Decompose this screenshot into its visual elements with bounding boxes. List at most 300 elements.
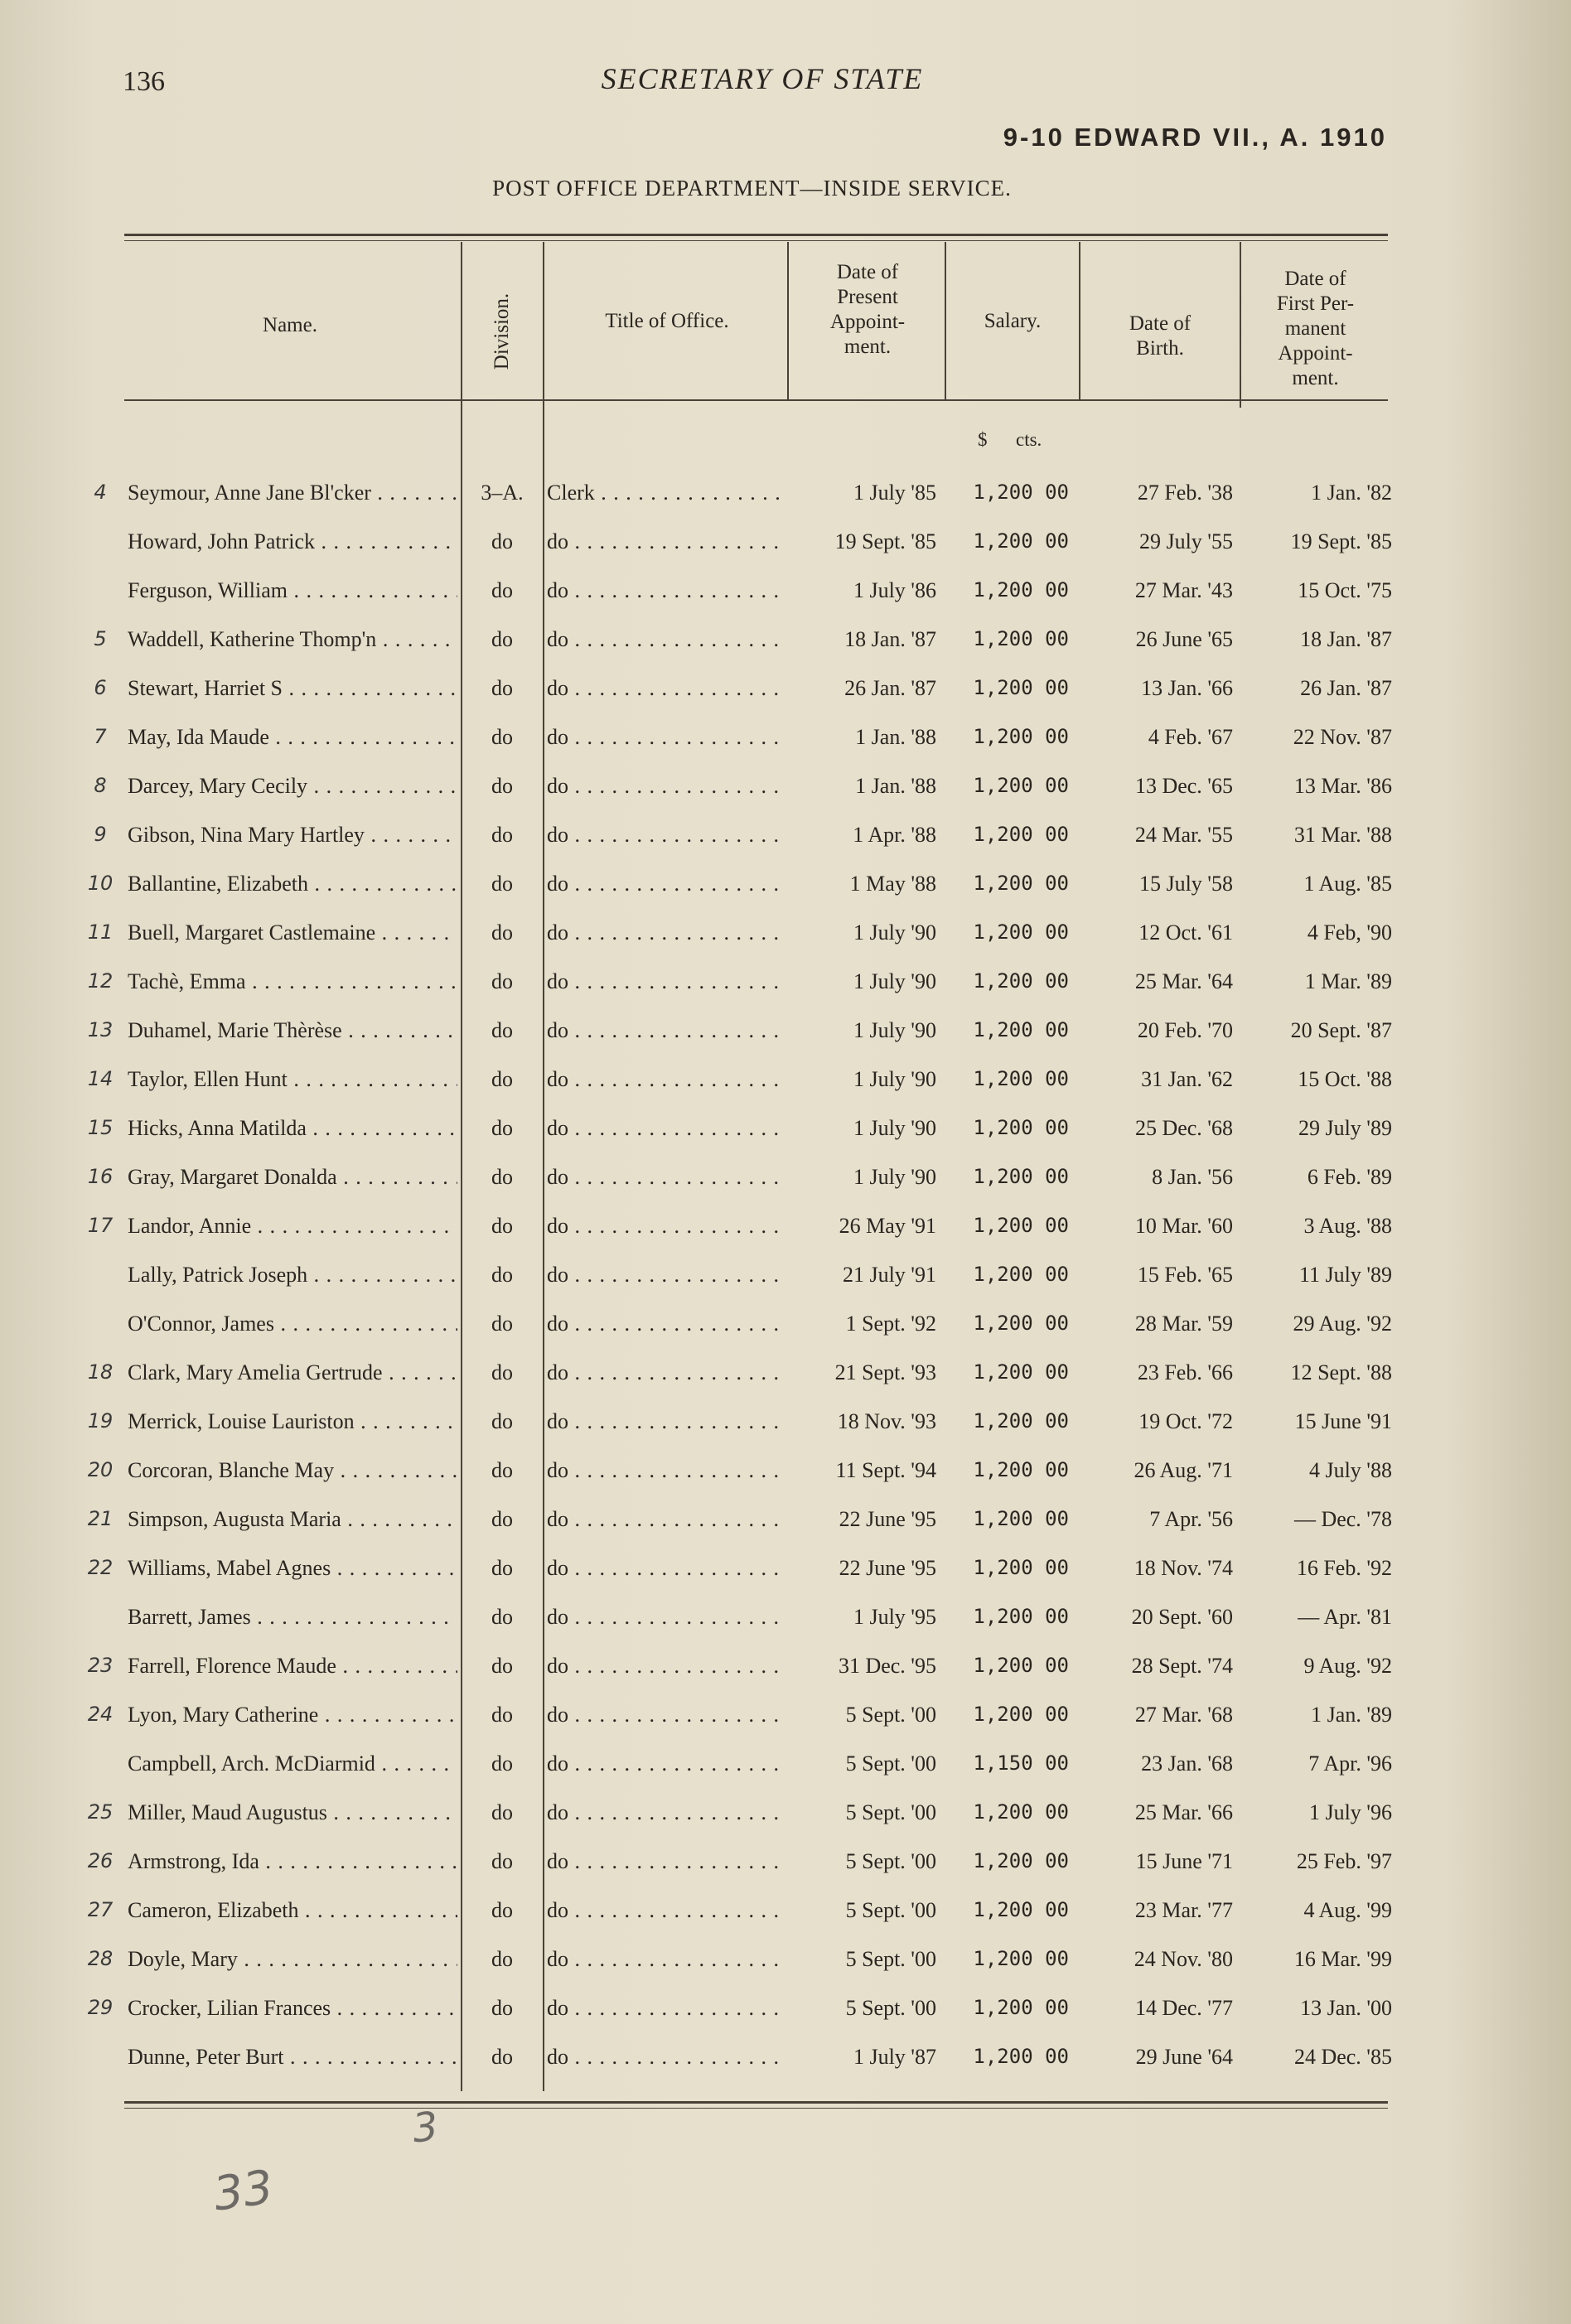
employee-name: Doyle, Mary . . . bbox=[128, 1947, 457, 1972]
birth-date: 14 Dec. '77 bbox=[1134, 1996, 1233, 2020]
employee-name: Farrell, Florence Maude . . . bbox=[128, 1654, 457, 1679]
row-number-note: 17 bbox=[87, 1214, 114, 1237]
present-appointment-date: 5 Sept. '00 bbox=[845, 1751, 936, 1776]
first-appointment-date: 1 Mar. '89 bbox=[1304, 969, 1392, 993]
row-number-note: 19 bbox=[87, 1409, 114, 1433]
present-appointment-date: 21 July '91 bbox=[842, 1263, 936, 1287]
division-cell: do bbox=[491, 1654, 513, 1678]
title-of-office: do . . . bbox=[547, 2045, 784, 2070]
header-division: Division. bbox=[491, 292, 513, 370]
salary-cell: 1,200 00 bbox=[973, 1849, 1069, 1872]
row-number-note: 28 bbox=[87, 1947, 114, 1970]
division-cell: do bbox=[491, 578, 513, 602]
first-appointment-date: 1 July '96 bbox=[1308, 1800, 1392, 1824]
birth-date: 4 Feb. '67 bbox=[1148, 725, 1233, 749]
table-title: POST OFFICE DEPARTMENT—INSIDE SERVICE. bbox=[492, 176, 1012, 201]
division-cell: do bbox=[491, 1605, 513, 1629]
title-of-office: do . . . bbox=[547, 969, 784, 994]
birth-date: 25 Mar. '66 bbox=[1134, 1800, 1233, 1824]
salary-cell: 1,200 00 bbox=[973, 872, 1069, 895]
first-appointment-date: — Dec. '78 bbox=[1293, 1507, 1392, 1531]
title-of-office: do . . . bbox=[547, 1556, 784, 1581]
title-of-office: do . . . bbox=[547, 1800, 784, 1825]
birth-date: 8 Jan. '56 bbox=[1152, 1165, 1233, 1189]
present-appointment-date: 1 July '90 bbox=[853, 1116, 936, 1140]
salary-cell: 1,200 00 bbox=[973, 1409, 1069, 1433]
first-appointment-date: 4 July '88 bbox=[1308, 1458, 1392, 1482]
pencil-note: 33 bbox=[210, 2160, 277, 2222]
header-name: Name. bbox=[263, 314, 317, 336]
row-number-note: 16 bbox=[87, 1165, 114, 1188]
present-appointment-date: 1 Jan. '88 bbox=[855, 725, 936, 749]
employee-name: Merrick, Louise Lauriston . . . bbox=[128, 1409, 457, 1434]
table-row bbox=[0, 1605, 1571, 1653]
division-cell: do bbox=[491, 676, 513, 700]
row-number-note: 27 bbox=[87, 1898, 114, 1921]
birth-date: 29 July '55 bbox=[1138, 529, 1233, 553]
first-appointment-date: 1 Aug. '85 bbox=[1303, 872, 1392, 896]
employee-name: Lally, Patrick Joseph . . . bbox=[128, 1263, 457, 1288]
row-number-note: 26 bbox=[87, 1849, 114, 1872]
title-of-office: do . . . bbox=[547, 1849, 784, 1874]
employee-name: Miller, Maud Augustus . . . bbox=[128, 1800, 457, 1825]
table-row bbox=[0, 578, 1571, 626]
table-row bbox=[0, 1116, 1571, 1164]
present-appointment-date: 1 July '86 bbox=[853, 578, 936, 602]
table-row bbox=[0, 529, 1571, 577]
year-line: 9-10 EDWARD VII., A. 1910 bbox=[1003, 123, 1387, 152]
table-row bbox=[0, 1751, 1571, 1800]
first-appointment-date: 15 Oct. '75 bbox=[1298, 578, 1392, 602]
division-cell: do bbox=[491, 1067, 513, 1091]
table-row bbox=[0, 1018, 1571, 1066]
employee-name: Gibson, Nina Mary Hartley . . . bbox=[128, 823, 457, 848]
first-appointment-date: 31 Mar. '88 bbox=[1293, 823, 1392, 847]
table-row bbox=[0, 1947, 1571, 1995]
first-appointment-date: 7 Apr. '96 bbox=[1308, 1751, 1392, 1776]
present-appointment-date: 1 July '85 bbox=[853, 481, 936, 505]
table-row bbox=[0, 1360, 1571, 1408]
division-cell: do bbox=[491, 1165, 513, 1189]
title-of-office: do . . . bbox=[547, 1996, 784, 2021]
first-appointment-date: 22 Nov. '87 bbox=[1293, 725, 1392, 749]
salary-cell: 1,200 00 bbox=[973, 481, 1069, 504]
present-appointment-date: 1 May '88 bbox=[849, 872, 936, 896]
title-of-office: do . . . bbox=[547, 578, 784, 603]
employee-name: Williams, Mabel Agnes . . . bbox=[128, 1556, 457, 1581]
first-appointment-date: 3 Aug. '88 bbox=[1303, 1214, 1392, 1238]
first-appointment-date: 9 Aug. '92 bbox=[1303, 1654, 1392, 1678]
table-row bbox=[0, 725, 1571, 773]
row-number-note: 8 bbox=[94, 774, 107, 797]
title-of-office: do . . . bbox=[547, 1409, 784, 1434]
running-head: SECRETARY OF STATE bbox=[601, 62, 924, 95]
present-appointment-date: 1 July '90 bbox=[853, 1067, 936, 1091]
title-of-office: do . . . bbox=[547, 1360, 784, 1385]
page-number: 136 bbox=[123, 66, 165, 97]
title-of-office: do . . . bbox=[547, 872, 784, 896]
employee-name: Simpson, Augusta Maria . . . bbox=[128, 1507, 457, 1532]
employee-name: Stewart, Harriet S . . . bbox=[128, 676, 457, 701]
present-appointment-date: 1 July '90 bbox=[853, 920, 936, 945]
employee-name: Darcey, Mary Cecily . . . bbox=[128, 774, 457, 799]
salary-cell: 1,200 00 bbox=[973, 1703, 1069, 1726]
salary-cell: 1,200 00 bbox=[973, 1654, 1069, 1677]
table-row bbox=[0, 2045, 1571, 2093]
col-sep bbox=[1079, 242, 1080, 399]
title-of-office: do . . . bbox=[547, 1263, 784, 1288]
employee-name: Taylor, Ellen Hunt . . . bbox=[128, 1067, 457, 1092]
present-appointment-date: 1 July '90 bbox=[853, 1165, 936, 1189]
table-row bbox=[0, 823, 1571, 871]
division-cell: do bbox=[491, 774, 513, 798]
table-row bbox=[0, 627, 1571, 675]
present-appointment-date: 21 Sept. '93 bbox=[834, 1360, 936, 1384]
salary-cell: 1,200 00 bbox=[973, 969, 1069, 993]
division-cell: do bbox=[491, 1507, 513, 1531]
col-sep bbox=[945, 242, 946, 399]
present-appointment-date: 19 Sept. '85 bbox=[834, 529, 936, 553]
title-of-office: do . . . bbox=[547, 1898, 784, 1923]
division-cell: do bbox=[491, 1409, 513, 1433]
first-appointment-date: 12 Sept. '88 bbox=[1290, 1360, 1392, 1384]
first-appointment-date: 13 Mar. '86 bbox=[1293, 774, 1392, 798]
birth-date: 27 Mar. '43 bbox=[1134, 578, 1233, 602]
birth-date: 12 Oct. '61 bbox=[1138, 920, 1233, 945]
row-number-note: 23 bbox=[87, 1654, 114, 1677]
employee-name: Dunne, Peter Burt . . . bbox=[128, 2045, 457, 2070]
title-of-office: do . . . bbox=[547, 1116, 784, 1141]
first-appointment-date: 20 Sept. '87 bbox=[1290, 1018, 1392, 1042]
division-cell: do bbox=[491, 1263, 513, 1287]
birth-date: 29 June '64 bbox=[1135, 2045, 1233, 2069]
first-appointment-date: 15 June '91 bbox=[1294, 1409, 1392, 1433]
first-appointment-date: 4 Aug. '99 bbox=[1303, 1898, 1392, 1922]
first-appointment-date: — Apr. '81 bbox=[1298, 1605, 1392, 1629]
title-of-office: do . . . bbox=[547, 1018, 784, 1043]
row-number-note: 18 bbox=[87, 1360, 114, 1384]
birth-date: 15 July '58 bbox=[1138, 872, 1233, 896]
salary-units: $ cts. bbox=[978, 429, 1042, 450]
salary-cell: 1,200 00 bbox=[973, 1800, 1069, 1824]
table-row bbox=[0, 1996, 1571, 2044]
row-number-note: 9 bbox=[94, 823, 107, 846]
col-sep bbox=[1240, 242, 1241, 408]
division-cell: do bbox=[491, 823, 513, 847]
birth-date: 18 Nov. '74 bbox=[1134, 1556, 1233, 1580]
row-number-note: 11 bbox=[87, 920, 114, 944]
salary-cell: 1,200 00 bbox=[973, 1458, 1069, 1481]
division-cell: do bbox=[491, 1703, 513, 1727]
title-of-office: do . . . bbox=[547, 676, 784, 701]
birth-date: 24 Nov. '80 bbox=[1134, 1947, 1233, 1971]
employee-name: Campbell, Arch. McDiarmid . . . bbox=[128, 1751, 457, 1776]
row-number-note: 13 bbox=[87, 1018, 114, 1041]
birth-date: 20 Feb. '70 bbox=[1137, 1018, 1233, 1042]
first-appointment-date: 25 Feb. '97 bbox=[1296, 1849, 1392, 1873]
salary-cell: 1,200 00 bbox=[973, 1067, 1069, 1090]
division-cell: do bbox=[491, 872, 513, 896]
row-number-note: 7 bbox=[94, 725, 107, 748]
salary-cell: 1,200 00 bbox=[973, 823, 1069, 846]
birth-date: 28 Sept. '74 bbox=[1131, 1654, 1233, 1678]
table-row bbox=[0, 1507, 1571, 1555]
present-appointment-date: 18 Jan. '87 bbox=[844, 627, 936, 651]
division-cell: do bbox=[491, 529, 513, 553]
first-appointment-date: 16 Feb. '92 bbox=[1296, 1556, 1392, 1580]
birth-date: 28 Mar. '59 bbox=[1134, 1312, 1233, 1336]
first-appointment-date: 24 Dec. '85 bbox=[1293, 2045, 1392, 2069]
table-row bbox=[0, 481, 1571, 529]
employee-name: Crocker, Lilian Frances . . . bbox=[128, 1996, 457, 2021]
row-number-note: 24 bbox=[87, 1703, 114, 1726]
employee-name: Duhamel, Marie Thèrèse . . . bbox=[128, 1018, 457, 1043]
salary-cell: 1,200 00 bbox=[973, 578, 1069, 602]
salary-cell: 1,200 00 bbox=[973, 627, 1069, 650]
division-cell: do bbox=[491, 1360, 513, 1384]
top-rule-thin bbox=[124, 240, 1388, 241]
table-row bbox=[0, 676, 1571, 724]
row-number-note: 12 bbox=[87, 969, 114, 993]
employee-name: May, Ida Maude . . . bbox=[128, 725, 457, 750]
division-cell: do bbox=[491, 1800, 513, 1824]
salary-cell: 1,200 00 bbox=[973, 1018, 1069, 1041]
employee-name: Tachè, Emma . . . bbox=[128, 969, 457, 994]
table-row bbox=[0, 1556, 1571, 1604]
present-appointment-date: 26 Jan. '87 bbox=[844, 676, 936, 700]
employee-name: Ballantine, Elizabeth . . . bbox=[128, 872, 457, 896]
first-appointment-date: 1 Jan. '89 bbox=[1311, 1703, 1392, 1727]
title-of-office: do . . . bbox=[547, 920, 784, 945]
division-cell: do bbox=[491, 2045, 513, 2069]
division-cell: do bbox=[491, 1898, 513, 1922]
table-row bbox=[0, 1214, 1571, 1262]
birth-date: 10 Mar. '60 bbox=[1134, 1214, 1233, 1238]
first-appointment-date: 6 Feb. '89 bbox=[1307, 1165, 1392, 1189]
division-cell: do bbox=[491, 1458, 513, 1482]
birth-date: 23 Mar. '77 bbox=[1134, 1898, 1233, 1922]
bottom-rule-thin bbox=[124, 2108, 1388, 2109]
table-row bbox=[0, 969, 1571, 1017]
division-cell: do bbox=[491, 1849, 513, 1873]
salary-cell: 1,200 00 bbox=[973, 1605, 1069, 1628]
table-row bbox=[0, 1409, 1571, 1457]
present-appointment-date: 11 Sept. '94 bbox=[835, 1458, 936, 1482]
present-appointment-date: 22 June '95 bbox=[839, 1507, 936, 1531]
first-appointment-date: 13 Jan. '00 bbox=[1300, 1996, 1392, 2020]
employee-name: Corcoran, Blanche May . . . bbox=[128, 1458, 457, 1483]
first-appointment-date: 4 Feb, '90 bbox=[1307, 920, 1392, 945]
first-appointment-date: 18 Jan. '87 bbox=[1300, 627, 1392, 651]
row-number-note: 4 bbox=[94, 481, 107, 504]
title-of-office: do . . . bbox=[547, 1214, 784, 1239]
present-appointment-date: 5 Sept. '00 bbox=[845, 1996, 936, 2020]
first-appointment-date: 26 Jan. '87 bbox=[1300, 676, 1392, 700]
birth-date: 25 Mar. '64 bbox=[1134, 969, 1233, 993]
salary-cell: 1,200 00 bbox=[973, 676, 1069, 699]
birth-date: 23 Feb. '66 bbox=[1137, 1360, 1233, 1384]
row-number-note: 14 bbox=[87, 1067, 114, 1090]
birth-date: 27 Feb. '38 bbox=[1137, 481, 1233, 505]
salary-cell: 1,200 00 bbox=[973, 529, 1069, 553]
birth-date: 19 Oct. '72 bbox=[1138, 1409, 1233, 1433]
table-row bbox=[0, 1800, 1571, 1848]
employee-name: Seymour, Anne Jane Bl'cker . . . bbox=[128, 481, 457, 505]
top-rule bbox=[124, 234, 1388, 236]
division-cell: do bbox=[491, 920, 513, 945]
salary-cell: 1,200 00 bbox=[973, 1263, 1069, 1286]
employee-name: O'Connor, James . . . bbox=[128, 1312, 457, 1336]
row-number-note: 20 bbox=[87, 1458, 114, 1481]
salary-cell: 1,200 00 bbox=[973, 1165, 1069, 1188]
table-row bbox=[0, 1263, 1571, 1311]
title-of-office: do . . . bbox=[547, 1703, 784, 1727]
title-of-office: do . . . bbox=[547, 725, 784, 750]
salary-cell: 1,200 00 bbox=[973, 1214, 1069, 1237]
employee-name: Ferguson, William . . . bbox=[128, 578, 457, 603]
present-appointment-date: 5 Sept. '00 bbox=[845, 1947, 936, 1971]
title-of-office: do . . . bbox=[547, 1458, 784, 1483]
title-of-office: do . . . bbox=[547, 1165, 784, 1190]
division-cell: do bbox=[491, 1996, 513, 2020]
employee-name: Landor, Annie . . . bbox=[128, 1214, 457, 1239]
employee-name: Buell, Margaret Castlemaine . . . bbox=[128, 920, 457, 945]
header-rule bbox=[124, 399, 1388, 401]
first-appointment-date: 16 Mar. '99 bbox=[1293, 1947, 1392, 1971]
present-appointment-date: 1 July '90 bbox=[853, 1018, 936, 1042]
title-of-office: do . . . bbox=[547, 529, 784, 554]
division-cell: do bbox=[491, 1116, 513, 1140]
table-row bbox=[0, 1312, 1571, 1360]
bottom-rule bbox=[124, 2101, 1388, 2104]
table-row bbox=[0, 1458, 1571, 1506]
table-row bbox=[0, 1849, 1571, 1897]
salary-cell: 1,200 00 bbox=[973, 1312, 1069, 1335]
birth-date: 20 Sept. '60 bbox=[1131, 1605, 1233, 1629]
birth-date: 25 Dec. '68 bbox=[1134, 1116, 1233, 1140]
header-present-appointment: Date of Present Appoint- ment. bbox=[829, 261, 906, 358]
title-of-office: do . . . bbox=[547, 823, 784, 848]
present-appointment-date: 5 Sept. '00 bbox=[845, 1898, 936, 1922]
title-of-office: do . . . bbox=[547, 1067, 784, 1092]
division-cell: do bbox=[491, 725, 513, 749]
birth-date: 24 Mar. '55 bbox=[1134, 823, 1233, 847]
first-appointment-date: 29 Aug. '92 bbox=[1293, 1312, 1392, 1336]
employee-name: Howard, John Patrick . . . bbox=[128, 529, 457, 554]
salary-cell: 1,200 00 bbox=[973, 1507, 1069, 1530]
present-appointment-date: 5 Sept. '00 bbox=[845, 1703, 936, 1727]
pencil-note: 3 bbox=[410, 2103, 441, 2152]
table-row bbox=[0, 1165, 1571, 1213]
title-of-office: do . . . bbox=[547, 1507, 784, 1532]
birth-date: 13 Dec. '65 bbox=[1134, 774, 1233, 798]
present-appointment-date: 1 Apr. '88 bbox=[853, 823, 936, 847]
birth-date: 26 Aug. '71 bbox=[1134, 1458, 1233, 1482]
first-appointment-date: 11 July '89 bbox=[1298, 1263, 1392, 1287]
employee-name: Hicks, Anna Matilda . . . bbox=[128, 1116, 457, 1141]
title-of-office: do . . . bbox=[547, 627, 784, 652]
row-number-note: 6 bbox=[94, 676, 107, 699]
header-salary: Salary. bbox=[984, 310, 1042, 332]
first-appointment-date: 29 July '89 bbox=[1298, 1116, 1392, 1140]
division-cell: do bbox=[491, 1018, 513, 1042]
salary-cell: 1,200 00 bbox=[973, 920, 1069, 944]
birth-date: 15 June '71 bbox=[1135, 1849, 1233, 1873]
employee-name: Clark, Mary Amelia Gertrude . . . bbox=[128, 1360, 457, 1385]
row-number-note: 15 bbox=[87, 1116, 114, 1139]
employee-name: Gray, Margaret Donalda . . . bbox=[128, 1165, 457, 1190]
division-cell: do bbox=[491, 1312, 513, 1336]
table-row bbox=[0, 1898, 1571, 1946]
present-appointment-date: 5 Sept. '00 bbox=[845, 1849, 936, 1873]
present-appointment-date: 18 Nov. '93 bbox=[837, 1409, 936, 1433]
present-appointment-date: 26 May '91 bbox=[839, 1214, 936, 1238]
title-of-office: do . . . bbox=[547, 1947, 784, 1972]
division-cell: do bbox=[491, 627, 513, 651]
birth-date: 31 Jan. '62 bbox=[1141, 1067, 1233, 1091]
table-row bbox=[0, 1067, 1571, 1115]
title-of-office: do . . . bbox=[547, 1654, 784, 1679]
row-number-note: 10 bbox=[87, 872, 114, 895]
first-appointment-date: 1 Jan. '82 bbox=[1311, 481, 1392, 505]
col-sep bbox=[787, 242, 789, 399]
employee-name: Cameron, Elizabeth . . . bbox=[128, 1898, 457, 1923]
division-cell: do bbox=[491, 1556, 513, 1580]
row-number-note: 21 bbox=[87, 1507, 114, 1530]
title-of-office: do . . . bbox=[547, 1751, 784, 1776]
division-cell: do bbox=[491, 1751, 513, 1776]
birth-date: 7 Apr. '56 bbox=[1149, 1507, 1233, 1531]
salary-cell: 1,200 00 bbox=[973, 774, 1069, 797]
title-of-office: do . . . bbox=[547, 1312, 784, 1336]
present-appointment-date: 1 July '95 bbox=[853, 1605, 936, 1629]
division-cell: do bbox=[491, 1947, 513, 1971]
salary-cell: 1,200 00 bbox=[973, 1116, 1069, 1139]
employee-name: Waddell, Katherine Thomp'n . . . bbox=[128, 627, 457, 652]
first-appointment-date: 19 Sept. '85 bbox=[1290, 529, 1392, 553]
first-appointment-date: 15 Oct. '88 bbox=[1298, 1067, 1392, 1091]
present-appointment-date: 1 July '90 bbox=[853, 969, 936, 993]
present-appointment-date: 1 Jan. '88 bbox=[855, 774, 936, 798]
row-number-note: 25 bbox=[87, 1800, 114, 1824]
salary-cell: 1,200 00 bbox=[973, 2045, 1069, 2068]
row-number-note: 5 bbox=[94, 627, 107, 650]
division-cell: do bbox=[491, 1214, 513, 1238]
salary-cell: 1,200 00 bbox=[973, 725, 1069, 748]
birth-date: 26 June '65 bbox=[1135, 627, 1233, 651]
salary-cell: 1,200 00 bbox=[973, 1996, 1069, 2019]
employee-name: Lyon, Mary Catherine . . . bbox=[128, 1703, 457, 1727]
birth-date: 27 Mar. '68 bbox=[1134, 1703, 1233, 1727]
birth-date: 13 Jan. '66 bbox=[1141, 676, 1233, 700]
salary-cell: 1,150 00 bbox=[973, 1751, 1069, 1775]
table-row bbox=[0, 920, 1571, 969]
row-number-note: 22 bbox=[87, 1556, 114, 1579]
row-number-note: 29 bbox=[87, 1996, 114, 2019]
title-of-office: do . . . bbox=[547, 1605, 784, 1630]
present-appointment-date: 1 July '87 bbox=[853, 2045, 936, 2069]
salary-cell: 1,200 00 bbox=[973, 1947, 1069, 1970]
division-cell: 3–A. bbox=[481, 481, 524, 505]
title-of-office: do . . . bbox=[547, 774, 784, 799]
present-appointment-date: 5 Sept. '00 bbox=[845, 1800, 936, 1824]
present-appointment-date: 31 Dec. '95 bbox=[838, 1654, 936, 1678]
present-appointment-date: 1 Sept. '92 bbox=[845, 1312, 936, 1336]
salary-cell: 1,200 00 bbox=[973, 1360, 1069, 1384]
table-row bbox=[0, 1654, 1571, 1702]
salary-cell: 1,200 00 bbox=[973, 1556, 1069, 1579]
employee-name: Armstrong, Ida . . . bbox=[128, 1849, 457, 1874]
